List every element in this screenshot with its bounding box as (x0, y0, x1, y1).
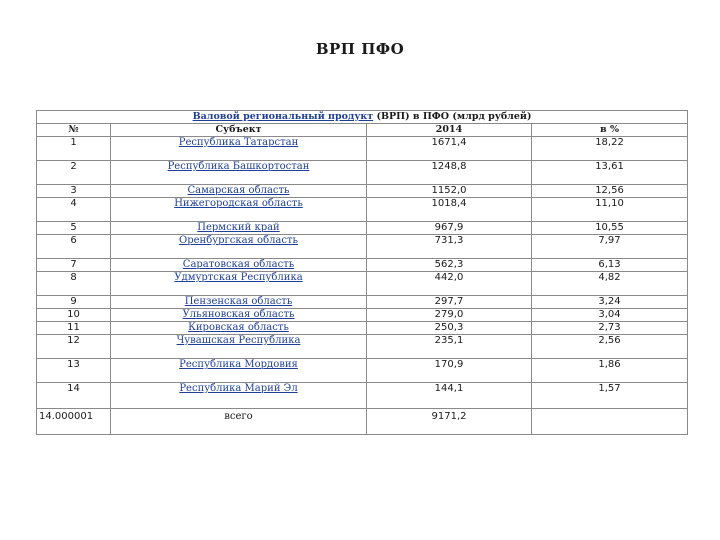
subject-link[interactable]: Республика Башкортостан (167, 161, 310, 172)
row-percent: 10,55 (532, 222, 688, 235)
row-subject (111, 161, 367, 185)
row-subject (111, 222, 367, 235)
total-num: 14.000001 (37, 409, 111, 435)
table-row (37, 335, 688, 359)
table-row (37, 383, 688, 409)
grp-table (36, 110, 688, 435)
row-num: 9 (37, 296, 111, 309)
row-num: 14 (37, 383, 111, 409)
subject-link[interactable]: Чувашская Республика (176, 335, 301, 346)
row-value: 250,3 (367, 322, 532, 335)
table-row (37, 296, 688, 309)
header-percent: в % (532, 124, 688, 137)
table-caption (37, 111, 688, 124)
row-subject (111, 383, 367, 409)
subject-link[interactable]: Оренбургская область (179, 235, 298, 246)
row-percent: 6,13 (532, 259, 688, 272)
subject-link[interactable]: Саратовская область (182, 259, 295, 270)
row-num: 4 (37, 198, 111, 222)
row-num: 1 (37, 137, 111, 161)
row-value: 279,0 (367, 309, 532, 322)
subject-link[interactable]: Республика Татарстан (178, 137, 299, 148)
header-subject: Субъект (111, 124, 367, 137)
row-percent: 13,61 (532, 161, 688, 185)
row-num: 13 (37, 359, 111, 383)
header-num: № (37, 124, 111, 137)
row-num: 11 (37, 322, 111, 335)
table-row (37, 161, 688, 185)
table-row (37, 322, 688, 335)
total-label: всего (111, 409, 367, 435)
caption-text: (ВРП) в ПФО (млрд рублей) (373, 111, 532, 122)
row-subject (111, 335, 367, 359)
table-caption-row (37, 111, 688, 124)
table-body (37, 137, 688, 409)
row-value: 1018,4 (367, 198, 532, 222)
row-num: 7 (37, 259, 111, 272)
row-percent: 1,86 (532, 359, 688, 383)
row-percent: 12,56 (532, 185, 688, 198)
row-subject (111, 309, 367, 322)
row-value: 1671,4 (367, 137, 532, 161)
table-row (37, 198, 688, 222)
row-percent: 3,04 (532, 309, 688, 322)
row-subject (111, 259, 367, 272)
row-num: 12 (37, 335, 111, 359)
row-subject (111, 185, 367, 198)
row-num: 2 (37, 161, 111, 185)
row-percent: 2,56 (532, 335, 688, 359)
row-subject (111, 198, 367, 222)
row-num: 6 (37, 235, 111, 259)
row-percent: 1,57 (532, 383, 688, 409)
table-row (37, 359, 688, 383)
row-value: 297,7 (367, 296, 532, 309)
subject-link[interactable]: Ульяновская область (182, 309, 295, 320)
subject-link[interactable]: Пензенская область (184, 296, 293, 307)
row-num: 8 (37, 272, 111, 296)
row-value: 442,0 (367, 272, 532, 296)
table-row (37, 272, 688, 296)
table-row (37, 222, 688, 235)
row-num: 3 (37, 185, 111, 198)
table-row (37, 185, 688, 198)
total-row (37, 409, 688, 435)
row-subject (111, 322, 367, 335)
row-value: 967,9 (367, 222, 532, 235)
row-percent: 7,97 (532, 235, 688, 259)
table-row (37, 235, 688, 259)
row-subject (111, 272, 367, 296)
row-percent: 4,82 (532, 272, 688, 296)
total-value: 9171,2 (367, 409, 532, 435)
subject-link[interactable]: Удмуртская Республика (174, 272, 303, 283)
row-percent: 2,73 (532, 322, 688, 335)
subject-link[interactable]: Нижегородская область (174, 198, 303, 209)
row-value: 1248,8 (367, 161, 532, 185)
row-percent: 3,24 (532, 296, 688, 309)
subject-link[interactable]: Пермский край (197, 222, 280, 233)
subject-link[interactable]: Кировская область (188, 322, 289, 333)
row-value: 170,9 (367, 359, 532, 383)
row-percent: 11,10 (532, 198, 688, 222)
row-value: 562,3 (367, 259, 532, 272)
page-title: ВРП ПФО (315, 40, 405, 58)
row-num: 5 (37, 222, 111, 235)
subject-link[interactable]: Республика Мордовия (179, 359, 298, 370)
table-row (37, 309, 688, 322)
row-value: 731,3 (367, 235, 532, 259)
table-row (37, 137, 688, 161)
table-row (37, 259, 688, 272)
row-subject (111, 235, 367, 259)
row-percent: 18,22 (532, 137, 688, 161)
row-value: 235,1 (367, 335, 532, 359)
row-subject (111, 137, 367, 161)
subject-link[interactable]: Республика Марий Эл (179, 383, 298, 394)
row-value: 144,1 (367, 383, 532, 409)
row-value: 1152,0 (367, 185, 532, 198)
total-percent (532, 409, 688, 435)
row-subject (111, 296, 367, 309)
header-year: 2014 (367, 124, 532, 137)
table-header-row (37, 124, 688, 137)
caption-link[interactable]: Валовой региональный продукт (192, 111, 374, 122)
row-num: 10 (37, 309, 111, 322)
subject-link[interactable]: Самарская область (187, 185, 290, 196)
row-subject (111, 359, 367, 383)
